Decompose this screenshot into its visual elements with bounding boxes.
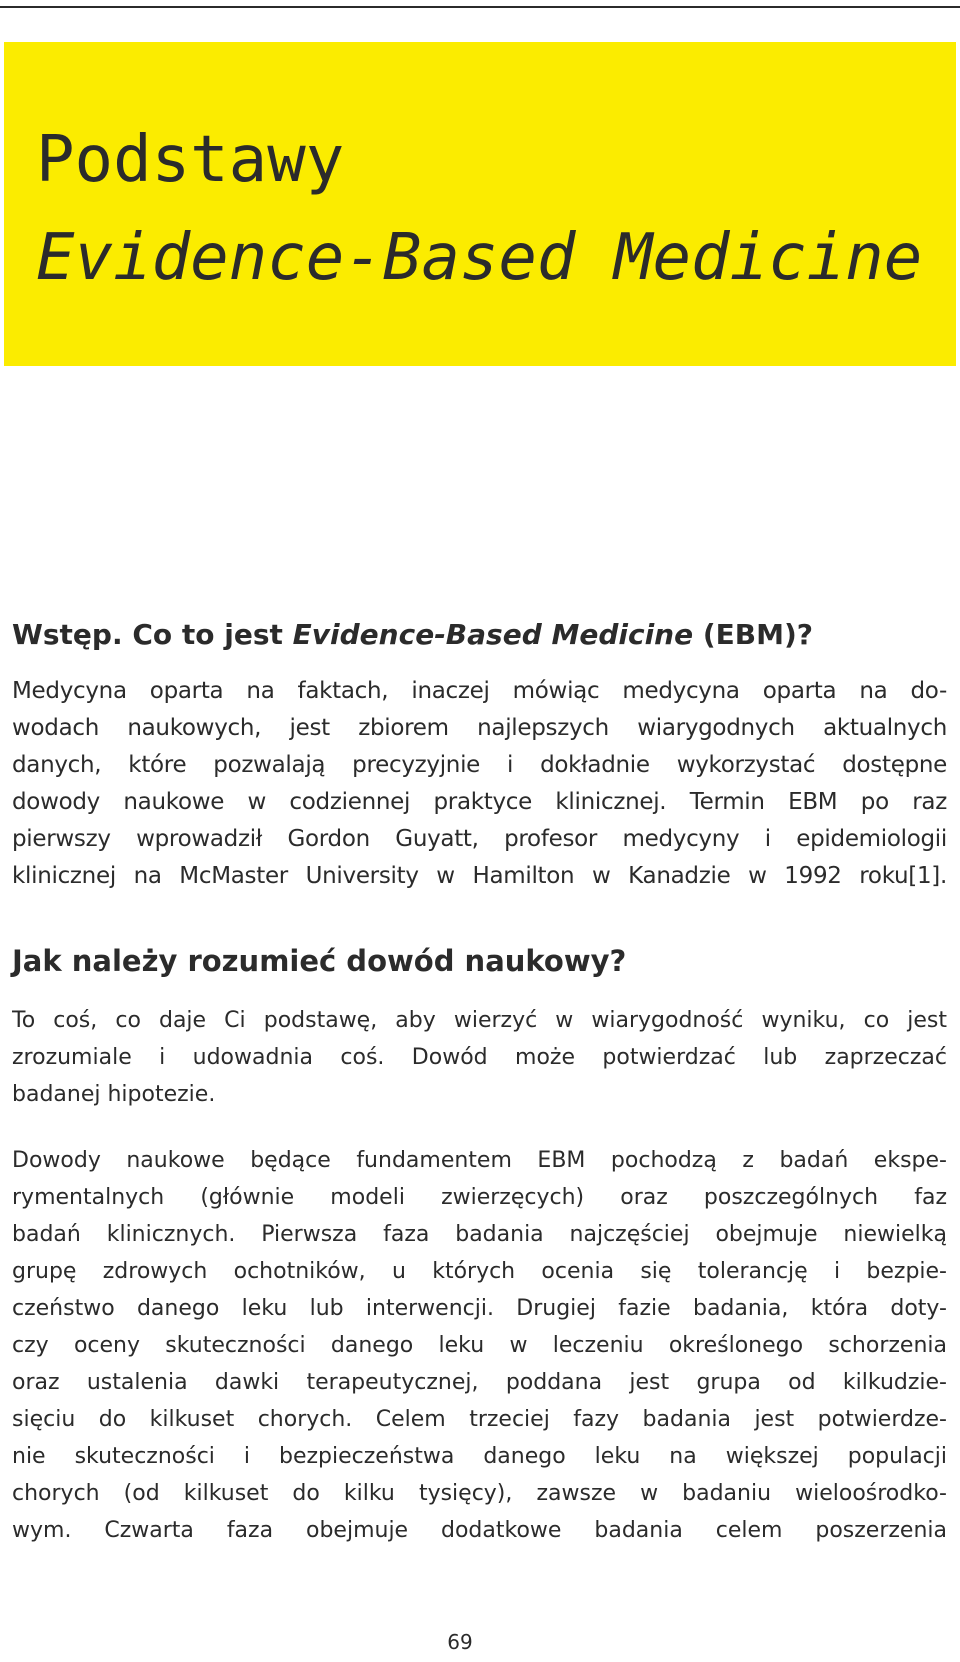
paragraph-line: To coś, co daje Ci podstawę, aby wierzyć w wiarygodność wyniku, co jest bbox=[12, 1008, 947, 1033]
paragraph-line: czeństwo danego leku lub interwencji. Drugiej fazie badania, która doty- bbox=[12, 1296, 947, 1321]
paragraph-line: grupę zdrowych ochotników, u których ocenia się tolerancję i bezpie- bbox=[12, 1259, 947, 1284]
paragraph-line: Dowody naukowe będące fundamentem EBM pochodzą z badań ekspe- bbox=[12, 1148, 947, 1173]
paragraph-line: zrozumiale i udowadnia coś. Dowód może potwierdzać lub zaprzeczać bbox=[12, 1045, 947, 1070]
paragraph-line: rymentalnych (głównie modeli zwierzęcych) oraz poszczególnych faz bbox=[12, 1185, 947, 1210]
paragraph-line: dowody naukowe w codziennej praktyce klinicznej. Termin EBM po raz bbox=[12, 789, 947, 815]
paragraph-line: pierwszy wprowadził Gordon Guyatt, profesor medycyny i epidemiologii bbox=[12, 826, 947, 852]
paragraph-line: oraz ustalenia dawki terapeutycznej, poddana jest grupa od kilkudzie- bbox=[12, 1370, 947, 1395]
paragraph-line: nie skuteczności i bezpieczeństwa danego leku na większej populacji bbox=[12, 1444, 947, 1469]
heading-intro-end: (EBM)? bbox=[693, 618, 814, 651]
paragraph-line: wym. Czwarta faza obejmuje dodatkowe badania celem poszerzenia bbox=[12, 1518, 947, 1543]
title-banner bbox=[4, 42, 956, 366]
paragraph-line: sięciu do kilkuset chorych. Celem trzeciej fazy badania jest potwierdze- bbox=[12, 1407, 947, 1432]
paragraph-line: klinicznej na McMaster University w Hamilton w Kanadzie w 1992 roku[1]. bbox=[12, 863, 947, 889]
intro-paragraph bbox=[12, 673, 947, 895]
top-rule bbox=[0, 6, 960, 8]
page-number: 69 bbox=[447, 1630, 473, 1654]
title-line-1: Podstawy bbox=[36, 123, 345, 197]
heading-intro-plain: Wstęp. Co to jest bbox=[12, 618, 293, 651]
section-heading-evidence: Jak należy rozumieć dowód naukowy? bbox=[12, 944, 627, 978]
evidence-paragraph-2 bbox=[12, 1142, 947, 1549]
paragraph-line: danych, które pozwalają precyzyjnie i dokładnie wykorzystać dostępne bbox=[12, 752, 947, 778]
paragraph-line: chorych (od kilkuset do kilku tysięcy), zawsze w badaniu wieloośrodko- bbox=[12, 1481, 947, 1506]
paragraph-line: Medycyna oparta na faktach, inaczej mówiąc medycyna oparta na do- bbox=[12, 678, 947, 704]
paragraph-line: badań klinicznych. Pierwsza faza badania najczęściej obejmuje niewielką bbox=[12, 1222, 947, 1247]
title-line-2: Evidence-Based Medicine bbox=[36, 221, 923, 295]
section-heading-intro bbox=[12, 617, 813, 653]
paragraph-line: wodach naukowych, jest zbiorem najlepszych wiarygodnych aktualnych bbox=[12, 715, 947, 741]
paragraph-line: badanej hipotezie. bbox=[12, 1082, 216, 1107]
paragraph-line: czy oceny skuteczności danego leku w leczeniu określonego schorzenia bbox=[12, 1333, 947, 1358]
heading-intro-italic: Evidence-Based Medicine bbox=[292, 618, 694, 651]
evidence-paragraph-1 bbox=[12, 1002, 947, 1113]
